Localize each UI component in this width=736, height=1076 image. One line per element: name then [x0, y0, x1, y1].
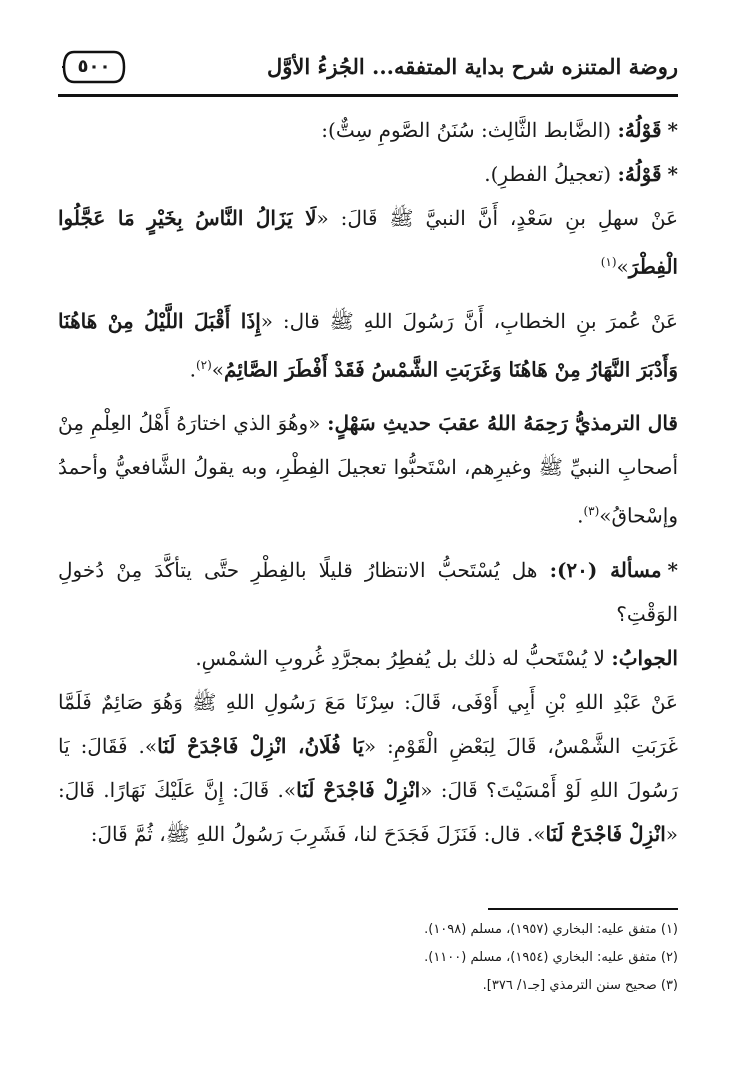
paragraph-3 [58, 196, 678, 289]
paragraph-8 [58, 680, 678, 856]
hadith-intro: عَنْ عُمرَ بنِ الخطابِ، أَنَّ رَسُولَ اللهِ ﷺ قال: « [260, 308, 678, 333]
header-divider [58, 94, 678, 97]
quote-close: » [616, 254, 629, 279]
page-header [58, 44, 678, 100]
page-number: ٥٠٠ [77, 56, 111, 77]
hadith-part: ». قال: فَنَزَلَ فَجَدَحَ لنا، فَشَرِبَ رَسُولُ اللهِ ﷺ، ثُمَّ قَالَ: [90, 821, 546, 846]
paragraph-text: «وهُوَ الذي اختارَهُ أَهْلُ العِلْمِ مِنْ أصحابِ النبيِّ ﷺ وغيرِهم، اسْتَحبُّوا تعجيلَ الفِطْرِ، وبه يقولُ الشَّافعيُّ وأحمدُ وإسْحاقُ» [58, 411, 678, 528]
page-number-badge [62, 50, 126, 84]
paragraph-text: (تعجيلُ الفطرِ). [484, 162, 612, 186]
paragraph-text: لا يُسْتَحبُّ له ذلك بل يُفطِرُ بمجرَّدِ غُروبِ الشمْسِ. [195, 645, 605, 670]
hadith-part: ». فَقَالَ: يَا رَسُولَ اللهِ لَوْ أَمْسَيْتَ؟ قَالَ: « [58, 733, 679, 802]
period: . [577, 503, 584, 528]
hadith-quote: انْزِلْ فَاجْدَحْ لَنَا [296, 777, 421, 802]
footnote-1: (١) متفق عليه: البخاري (١٩٥٧)، مسلم (١٠٩٨). [424, 922, 678, 937]
hadith-text: إِذَا أَقْبَلَ اللَّيْلُ مِنْ هَاهُنَا وَأَدْبَرَ النَّهَارُ مِنْ هَاهُنَا وَغَرَبَتِ الشَّمْسُ فَقَدْ أَفْطَرَ الصَّائِمُ [58, 308, 678, 382]
footnote-2: (٢) متفق عليه: البخاري (١٩٥٤)، مسلم (١١٠٠). [424, 950, 678, 965]
main-text [58, 108, 678, 856]
spacer [58, 538, 678, 548]
hadith-quote: يَا فُلَانُ، انْزِلْ فَاجْدَحْ لَنَا [157, 733, 364, 758]
hadith-part: عَنْ عَبْدِ اللهِ بْنِ أَبِي أَوْفَى، قَالَ: سِرْنَا مَعَ رَسُولِ اللهِ ﷺ وَهُوَ صَائِمٌ فَلَمَّا غَرَبَتِ الشَّمْسُ، قَالَ لِبَعْضِ الْقَوْمِ: « [58, 689, 678, 758]
paragraph-7 [58, 636, 678, 680]
bullet-star: * [667, 118, 678, 142]
tirmidhi-label: قال الترمذيُّ رَحِمَهُ اللهُ عقبَ حديثِ سَهْلٍ: [327, 411, 678, 436]
qawluhu-label: قَوْلُهُ: [617, 162, 662, 186]
footnote-ref: (٢) [195, 357, 212, 372]
masala-label: مسألة (٢٠): [549, 557, 662, 582]
hadith-intro: عَنْ سهلِ بنِ سَعْدٍ، أَنَّ النبيَّ ﷺ قَالَ: « [316, 206, 678, 230]
hadith-text: لَا يَزَالُ النَّاسُ بِخَيْرٍ مَا عَجَّلُوا الْفِطْرَ [58, 206, 678, 279]
answer-label: الجوابُ: [611, 645, 678, 670]
period: . [189, 357, 196, 382]
quote-close: » [211, 357, 225, 382]
footnote-divider [488, 908, 678, 910]
paragraph-1 [58, 108, 678, 152]
spacer [58, 391, 678, 401]
hadith-quote: انْزِلْ فَاجْدَحْ لَنَا [545, 821, 666, 846]
paragraph-5 [58, 401, 678, 538]
qawluhu-label: قَوْلُهُ: [617, 118, 662, 142]
bullet-star: * [667, 557, 678, 582]
footnote-3: (٣) صحيح سنن الترمذي [جـ١/ ٣٧٦]. [482, 978, 678, 993]
paragraph-text: هل يُسْتَحبُّ الانتظارُ قليلًا بالفِطْرِ حتَّى يتأكَّدَ مِنْ دُخولِ الوَقْتِ؟ [58, 557, 678, 626]
paragraph-2 [58, 152, 678, 196]
footnote-ref: (١) [600, 255, 617, 269]
bullet-star: * [667, 162, 678, 186]
running-title: روضة المتنزه شرح بداية المتفقه... الجُزءُ الأوَّل [266, 54, 678, 79]
footnotes [58, 916, 678, 1000]
spacer [58, 289, 678, 299]
footnote-ref: (٣) [583, 504, 600, 519]
paragraph-text: (الضَّابط الثَّالِث: سُنَنُ الصَّومِ سِتٌّ): [321, 118, 612, 142]
hadith-part: ». قَالَ: إِنَّ عَلَيْكَ نَهَارًا. قَالَ: « [58, 777, 678, 846]
paragraph-6 [58, 548, 678, 636]
paragraph-4 [58, 299, 678, 392]
